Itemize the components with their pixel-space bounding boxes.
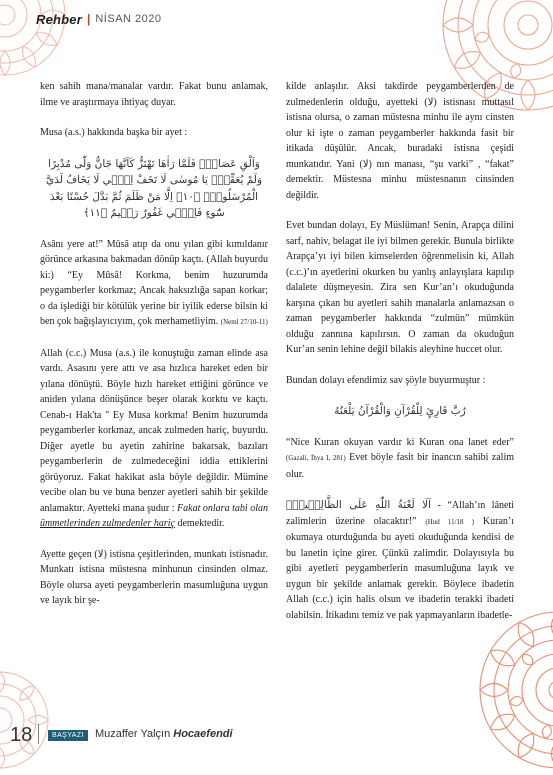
verse-reference: (Neml 27/10-11)	[220, 318, 268, 326]
paragraph-text: - “Allah’ın lâneti zalimlerin üzerine olacaktır!”	[286, 500, 514, 527]
page-header	[36, 8, 162, 30]
page-number: 18	[10, 724, 33, 746]
right-column	[286, 79, 514, 638]
paragraph: Evet bundan dolayı, Ey Müslüman! Senin, Arapça dilini sarf, nahiv, belagat ile iyi bilmen gerekir. Bunula birlikte Arapça’yı iyi bilen kimselerden öğrenmelisin ki, Allah (c.c.)’ın ayetlerini okurken bu yanlış anlayışlara kapılıp dalalete düşmeyesin. Zira sen Kur’an’ı okuduğunda karşına çıkan bu ayetleri sahih manalarla anlamazsan o zaman peygamberler hakkında “zulmün” mümkün olduğu zannına kapılırsın. O zaman da okuduğun Kur’an senin lehine değil bilakis aleyhine huccet olur.	[286, 220, 514, 355]
paragraph: Bundan dolayı efendimiz sav şöyle buyurmuştur :	[286, 374, 486, 386]
emphasis-underlined-text: ümmetlerinden zulmedenler	[40, 518, 152, 529]
author-name: Muzaffer Yalçın	[95, 728, 174, 740]
section-badge: BAŞYAZI	[48, 730, 88, 741]
author-credit	[95, 728, 233, 740]
footer-divider	[38, 724, 39, 744]
author-title: Hocaefendi	[173, 728, 233, 740]
quote-text: “Nice Kuran okuyan vardır ki Kuran ona lanet eder”	[286, 436, 514, 448]
page-footer	[0, 720, 553, 750]
paragraph: Musa (a.s.) hakkında başka bir ayet :	[40, 127, 188, 138]
paragraph	[40, 237, 268, 331]
issue-date: NİSAN 2020	[95, 13, 162, 25]
paragraph-text: Allah (c.c.) Musa (a.s.) ile konuştuğu zaman elinde asa vardı. Asasını yere attı ve asa hızlıca hareket eden bir yılana dönüştü. Böyle hızlı hareket ettiğini görünce ve aniden yılana dönüşünce beşer olarak korktu ve kaçtı. Cenab-ı Hak'ta '' Ey Musa korkma! Benim huzurumda peygamberler korkmaz, ancak zulmeden hariç, buyurdu. Diğer ayetle bu ayetin zahirine bakarsak, bazıları peygamberlerin de zulmedeceğini iddia ettiklerini görüyoruz. Fakat hakikat asla böyle değildir. Mümine vecibe olan bu ve buna benzer ayetleri sahih bir şekilde anlamaktır. Ayetteki mana şudur :	[40, 347, 268, 514]
paragraph-text: Evet böyle fasit bir inancın sahibi zalim olur.	[286, 452, 515, 480]
arabic-verse: وَاَلْقِ عَصَاكَۜ فَلَمَّا رَاٰهَا تَهْتَزُّ كَاَنَّهَا جَٓانٌّ وَلّٰى مُدْبِرًا وَلَمْ يُعَقِّبْۜ يَا مُوسٰى لَا تَخَفْ اِنّ۪ي لَا يَخَافُ لَدَيَّ الْمُرْسَلُونَۗ ﴿١٠﴾ اِلَّا مَنْ ظَلَمَ ثُمَّ بَدَّلَ حُسْنًا بَعْدَ سُٓوءٍ فَاِنّ۪ي غَفُورٌ رَح۪يمٌ ﴿١١﴾	[45, 157, 263, 219]
paragraph	[286, 497, 514, 623]
magazine-logo: Rehber	[36, 11, 82, 27]
left-column	[40, 79, 268, 624]
paragraph: kilde anlaşılır. Aksi takdirde peygamberlerden de zulmedenlerin olduğu, ayetteki (لا) istisnası muttasıl istisna olursa, o zaman müstesna minhu ile aynı cinsten olur ki işte o zaman peygamberler hakkında fasit bir itikada düşülür. Ancak, buradaki istisna çeşidi munkatıdır. Yani (لا) nın manası, “şu varki” , “fakat” demektir. Müstesna minhu müstesnanın cinsinden değildir.	[286, 81, 514, 201]
paragraph-text: Asânı yere at!” Mûsâ atıp da onu yılan gibi kımıldanır görünce arkasına bakmadan dönüp kaçtı. (Allah buyurdu ki:) “Ey Mûsâ! Korkma, benim huzurumda peygamberler korkmaz; Ancak haksızlığa sapan korkar; o da işlediği bir kötülük yerine bir iyilik ederse bilsin ki ben çok bağışlayıcıyım, çok merhametliyim.	[40, 238, 268, 327]
paragraph-text: demektedir.	[174, 518, 225, 529]
header-separator: |	[87, 12, 91, 26]
emphasis-underlined-text: hariç	[151, 518, 175, 529]
arabic-hadith: رُبَّ قَارِئٍ لِلْقُرْآنِ وَالْقُرْآنُ يَلْعَنُهُ	[334, 405, 466, 417]
paragraph: ken sahih mana/manalar vardır. Fakat bunu anlamak, ilme ve araştırmaya ihtiyaç duyar.	[40, 81, 268, 108]
verse-reference: (Hud 11/18 )	[425, 517, 475, 526]
paragraph: Ayette geçen (لا) istisna çeşitlerinden, munkatı istisnadır. Munkatı istisna müstesna minhunun cinsinden olmaz. Böyle olursa ayeti peygamberlerin masumluğuna uygun ve layık bir şe-	[40, 548, 268, 606]
arabic-verse-inline: اَلَا لَعْنَةُ اللّٰهِ عَلَى الظَّالِم۪ينَۙ	[286, 499, 432, 511]
paragraph-text: Kuran’ı okumaya oturduğunda bu ayeti okuduğunda kendisi de bu lanetin içine girer. Çünkü zalimdir. Dolayısıyla bu gibi ayetleri peygamberlerin masumluğuna layık ve uygun bir şekilde anlamak gerekir. Böylece ibadetin Allah (c.c.) için halis olsun ve ibadetin terakki ibadeti olabilsin. İtikadını temiz ve pak yapmayanların ibadetle-	[286, 515, 515, 621]
emphasis-text: Fakat onlara tabi olan	[177, 502, 268, 514]
paragraph	[40, 346, 268, 532]
hadith-reference: (Gazali, İhya I, 281)	[286, 454, 346, 462]
paragraph	[286, 435, 514, 483]
